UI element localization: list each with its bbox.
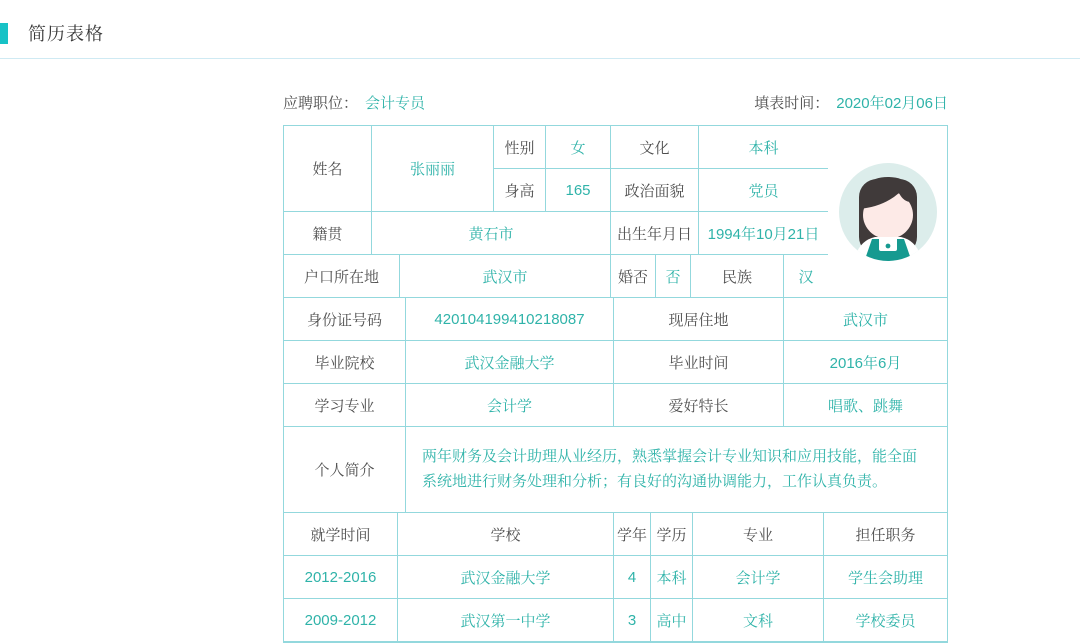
edu-position: 学校委员 [824, 599, 947, 642]
hobby-value: 唱歌、跳舞 [784, 384, 947, 427]
registry-value: 武汉市 [400, 255, 611, 298]
edu-period: 2009-2012 [284, 599, 398, 642]
edu-header-school: 学校 [398, 513, 614, 556]
grad-time-label: 毕业时间 [614, 341, 784, 384]
table-row [284, 298, 947, 341]
fill-date-field [754, 92, 948, 113]
page-header [0, 0, 1080, 46]
position-value: 会计专员 [365, 95, 426, 112]
resume-table [283, 125, 948, 643]
birth-value: 1994年10月21日 [699, 212, 828, 255]
intro-value: 两年财务及会计助理从业经历，熟悉掌握会计专业知识和应用技能，能全面系统地进行财务处理和分析；有良好的沟通协调能力，工作认真负责。 [406, 427, 947, 513]
ethnic-label: 民族 [691, 255, 784, 298]
resume-table-top [284, 126, 947, 298]
female-avatar-icon [835, 159, 941, 265]
table-row [284, 427, 947, 513]
name-value: 张丽丽 [372, 126, 494, 212]
table-row [284, 341, 947, 384]
origin-label: 籍贯 [284, 212, 372, 255]
culture-value: 本科 [699, 126, 828, 169]
edu-header-years: 学年 [614, 513, 651, 556]
edu-header-major: 专业 [693, 513, 824, 556]
major-value: 会计学 [406, 384, 614, 427]
edu-period: 2012-2016 [284, 556, 398, 599]
ethnic-value: 汉 [784, 255, 828, 298]
edu-header-degree: 学历 [651, 513, 693, 556]
residence-value: 武汉市 [784, 298, 947, 341]
edu-position: 学生会助理 [824, 556, 947, 599]
position-label: 应聘职位： [283, 95, 359, 112]
form-meta [283, 92, 948, 113]
edu-school: 武汉金融大学 [398, 556, 614, 599]
header-divider [0, 58, 1080, 59]
edu-degree: 本科 [651, 556, 693, 599]
edu-school: 武汉第一中学 [398, 599, 614, 642]
birth-label: 出生年月日 [611, 212, 699, 255]
registry-label: 户口所在地 [284, 255, 400, 298]
political-value: 党员 [699, 169, 828, 212]
fill-date-value: 2020年02月06日 [836, 95, 948, 112]
edu-degree: 高中 [651, 599, 693, 642]
education-row [284, 556, 947, 599]
major-label: 学习专业 [284, 384, 406, 427]
edu-years: 4 [614, 556, 651, 599]
position-field [283, 92, 425, 113]
education-row [284, 599, 947, 642]
hobby-label: 爱好特长 [614, 384, 784, 427]
culture-label: 文化 [611, 126, 699, 169]
gender-label: 性别 [494, 126, 546, 169]
edu-major: 会计学 [693, 556, 824, 599]
origin-value: 黄石市 [372, 212, 611, 255]
married-label: 婚否 [611, 255, 656, 298]
edu-header-period: 就学时间 [284, 513, 398, 556]
political-label: 政治面貌 [611, 169, 699, 212]
edu-header-position: 担任职务 [824, 513, 947, 556]
married-value: 否 [656, 255, 691, 298]
name-label: 姓名 [284, 126, 372, 212]
edu-major: 文科 [693, 599, 824, 642]
fill-date-label: 填表时间： [754, 95, 830, 112]
residence-label: 现居住地 [614, 298, 784, 341]
profile-photo-cell [828, 126, 947, 298]
title-marker [0, 23, 8, 44]
height-value: 165 [546, 169, 611, 212]
college-value: 武汉金融大学 [406, 341, 614, 384]
id-label: 身份证号码 [284, 298, 406, 341]
page-title: 简历表格 [28, 24, 104, 44]
intro-label: 个人简介 [284, 427, 406, 513]
education-header-row [284, 513, 947, 556]
gender-value: 女 [546, 126, 611, 169]
table-row [284, 384, 947, 427]
grad-time-value: 2016年6月 [784, 341, 947, 384]
id-value: 420104199410218087 [406, 298, 614, 341]
college-label: 毕业院校 [284, 341, 406, 384]
height-label: 身高 [494, 169, 546, 212]
edu-years: 3 [614, 599, 651, 642]
